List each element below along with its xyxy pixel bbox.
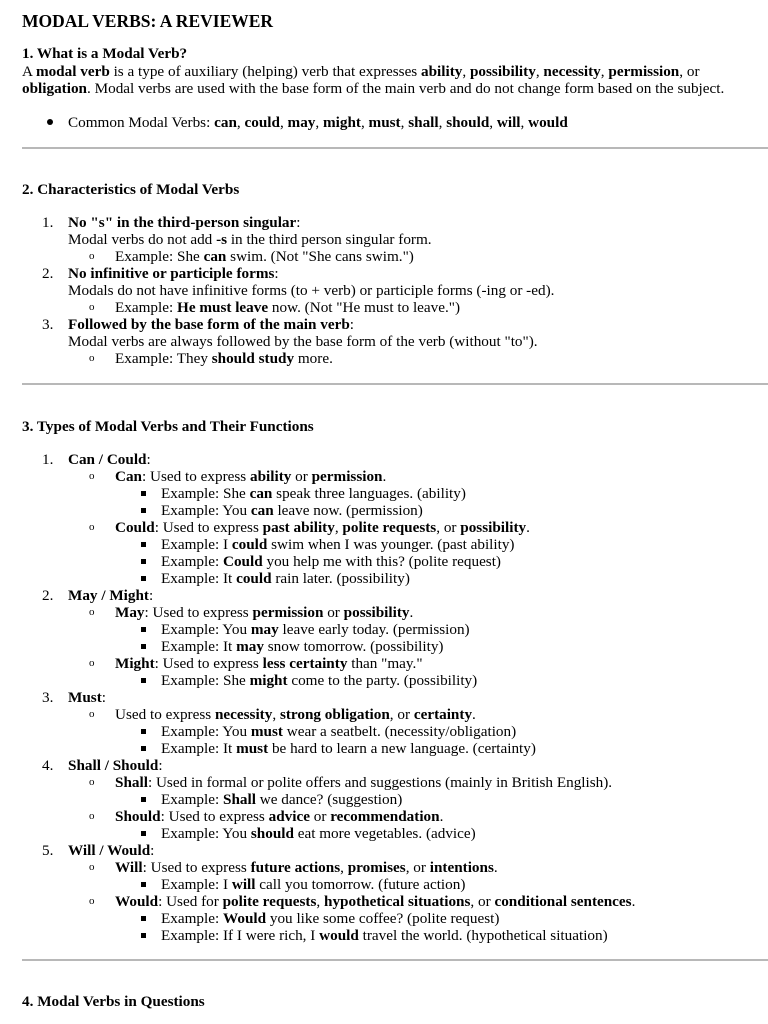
characteristic-desc xyxy=(22,282,760,299)
square-bullet xyxy=(141,746,146,751)
text-run: be hard to learn a new language. (certainty) xyxy=(268,740,536,757)
text-run: : Used to express xyxy=(160,808,269,825)
modal-usage xyxy=(22,893,760,910)
text-run: , or xyxy=(405,859,430,876)
bold-term: could xyxy=(244,114,280,131)
text-run: Example: If I were rich, I xyxy=(161,927,320,944)
bold-term: can xyxy=(249,485,273,502)
bold-term: can xyxy=(250,502,274,519)
circle-bullet: o xyxy=(89,521,95,533)
text-run: , xyxy=(334,519,343,536)
modal-usage xyxy=(22,655,760,672)
colon: : xyxy=(158,757,163,774)
bold-term: polite requests xyxy=(342,519,437,536)
text-run: Example: It xyxy=(161,638,237,655)
text-run: , or xyxy=(470,893,495,910)
bold-term: Could xyxy=(115,519,155,536)
bold-term: Would xyxy=(223,910,267,927)
text-run: Used to express xyxy=(115,706,215,723)
text-run: , xyxy=(535,63,544,80)
text-run: . xyxy=(493,859,498,876)
square-bullet xyxy=(141,559,146,564)
bold-term: ability xyxy=(421,63,463,80)
example-item xyxy=(22,621,760,638)
text-run: travel the world. (hypothetical situation) xyxy=(358,927,608,944)
characteristic-title: No infinitive or participle forms xyxy=(68,265,275,282)
colon: : xyxy=(150,842,155,859)
bold-term: might xyxy=(249,672,288,689)
bold-term: Will xyxy=(115,859,143,876)
bold-term: would xyxy=(319,927,359,944)
modal-usage xyxy=(22,604,760,621)
text-run: Example: You xyxy=(161,502,251,519)
text-run: . xyxy=(526,519,530,536)
bold-term: polite requests xyxy=(222,893,317,910)
text-run: : Used for xyxy=(158,893,223,910)
section-3-heading: 3. Types of Modal Verbs and Their Functions xyxy=(22,418,314,435)
common-modals-item xyxy=(22,114,760,131)
circle-bullet: o xyxy=(89,301,95,313)
colon: : xyxy=(349,316,355,333)
text-run: , xyxy=(600,63,609,80)
modal-group xyxy=(22,689,760,706)
text-run: : Used to express xyxy=(144,604,253,621)
text-run: Modal verbs do not add xyxy=(68,231,217,248)
text-run: Example: xyxy=(161,791,223,808)
text-run: Example: She xyxy=(161,485,250,502)
bold-term: necessity xyxy=(543,63,601,80)
square-bullet xyxy=(141,933,146,938)
square-bullet xyxy=(141,678,146,683)
document-title: MODAL VERBS: A REVIEWER xyxy=(22,11,274,31)
bold-term: Shall xyxy=(223,791,256,808)
bold-term: can xyxy=(214,114,237,131)
circle-bullet: o xyxy=(89,810,95,822)
modal-group xyxy=(22,842,760,859)
section-divider xyxy=(22,959,768,961)
text-run: . xyxy=(631,893,636,910)
bold-term: ability xyxy=(250,468,292,485)
text-run: Example: xyxy=(161,910,223,927)
bold-term: may xyxy=(250,621,279,638)
text-run: Example: xyxy=(161,553,223,570)
circle-bullet: o xyxy=(89,776,95,788)
circle-bullet: o xyxy=(89,606,95,618)
text-run: more. xyxy=(294,350,333,367)
bold-term: Shall xyxy=(115,774,148,791)
bold-term: permission xyxy=(608,63,680,80)
example-item xyxy=(22,791,760,808)
modal-usage xyxy=(22,774,760,791)
text-run: . xyxy=(472,706,476,723)
example-item xyxy=(22,536,760,553)
text-run: , xyxy=(316,893,324,910)
text-run: : Used to express xyxy=(142,859,251,876)
modal-group-title: Will / Would xyxy=(68,842,151,859)
example-item xyxy=(22,350,760,367)
text-run: speak three languages. (ability) xyxy=(272,485,466,502)
circle-bullet: o xyxy=(89,895,95,907)
section-2-list xyxy=(22,214,760,367)
list-number: 1. xyxy=(42,451,54,468)
circle-bullet: o xyxy=(89,250,95,262)
bold-term: recommendation xyxy=(330,808,440,825)
text-run: . xyxy=(439,808,444,825)
text-run: than "may." xyxy=(347,655,423,672)
bold-term: should xyxy=(446,114,490,131)
modal-group xyxy=(22,451,760,468)
bold-term: can xyxy=(203,248,227,265)
circle-bullet: o xyxy=(89,861,95,873)
square-bullet xyxy=(141,491,146,496)
text-run: swim when I was younger. (past ability) xyxy=(267,536,515,553)
text-run: , or xyxy=(436,519,461,536)
bold-term: must xyxy=(236,740,269,757)
colon: : xyxy=(274,265,279,282)
characteristic-item xyxy=(22,214,760,231)
example-item xyxy=(22,248,760,265)
colon: : xyxy=(296,214,301,231)
text-run: Example: You xyxy=(161,825,251,842)
text-run: : Used to express xyxy=(142,468,250,485)
text-run: swim. (Not "She cans swim.") xyxy=(226,248,414,265)
bold-term: will xyxy=(496,114,521,131)
text-run: Example: I xyxy=(161,536,232,553)
bold-term: permission xyxy=(252,604,324,621)
colon: : xyxy=(146,451,151,468)
text-run: now. (Not "He must to leave.") xyxy=(268,299,461,316)
bold-term: conditional sentences xyxy=(494,893,632,910)
bold-term: He must leave xyxy=(177,299,269,316)
bold-term: modal verb xyxy=(35,63,110,80)
bold-term: may xyxy=(236,638,264,655)
bold-term: permission xyxy=(311,468,383,485)
list-number: 4. xyxy=(42,757,54,774)
modal-group xyxy=(22,757,760,774)
section-1-list xyxy=(22,114,760,131)
common-modals-text xyxy=(68,114,568,131)
bold-term: must xyxy=(368,114,401,131)
section-2-heading: 2. Characteristics of Modal Verbs xyxy=(22,181,240,198)
modal-usage xyxy=(22,519,760,536)
example-item xyxy=(22,927,760,944)
square-bullet xyxy=(141,797,146,802)
text-run: Example: She xyxy=(115,248,204,265)
text-run: , xyxy=(340,859,348,876)
example-item xyxy=(22,740,760,757)
section-divider xyxy=(22,147,768,149)
text-run: you like some coffee? (polite request) xyxy=(266,910,500,927)
example-item xyxy=(22,723,760,740)
example-item xyxy=(22,570,760,587)
text-run: Example: I xyxy=(161,876,232,893)
bold-term: should xyxy=(250,825,294,842)
text-run: call you tomorrow. (future action) xyxy=(255,876,466,893)
text-run: snow tomorrow. (possibility) xyxy=(263,638,444,655)
bold-term: will xyxy=(231,876,256,893)
section-4-heading: 4. Modal Verbs in Questions xyxy=(22,993,205,1010)
text-run: we dance? (suggestion) xyxy=(255,791,403,808)
square-bullet xyxy=(141,882,146,887)
modal-usage xyxy=(22,706,760,723)
example-item xyxy=(22,485,760,502)
example-item xyxy=(22,638,760,655)
bold-term: shall xyxy=(408,114,439,131)
text-run: Modal verbs are always followed by the base form of the verb (without "to"). xyxy=(68,333,538,350)
bold-term: Might xyxy=(115,655,155,672)
example-item xyxy=(22,910,760,927)
text-run: rain later. (possibility) xyxy=(271,570,410,587)
bold-term: advice xyxy=(268,808,310,825)
bold-term: certainty xyxy=(413,706,473,723)
modal-group-title: Shall / Should xyxy=(68,757,159,774)
text-run: , xyxy=(272,706,280,723)
square-bullet xyxy=(141,916,146,921)
characteristic-item xyxy=(22,265,760,282)
section-1-intro xyxy=(22,63,760,97)
text-run: is a type of auxiliary (helping) verb that expresses xyxy=(109,63,422,80)
circle-bullet: o xyxy=(89,657,95,669)
colon: : xyxy=(101,689,106,706)
text-run: Modals do not have infinitive forms (to + verb) or participle forms (-ing or -ed). xyxy=(68,282,555,299)
example-item xyxy=(22,876,760,893)
bold-term: Should xyxy=(115,808,161,825)
section-1-heading: 1. What is a Modal Verb? xyxy=(22,45,188,62)
square-bullet xyxy=(141,831,146,836)
text-run: : Used in formal or polite offers and suggestions (mainly in British English). xyxy=(147,774,613,791)
bold-term: possibility xyxy=(469,63,536,80)
circle-bullet: o xyxy=(89,708,95,720)
text-run: leave now. (permission) xyxy=(273,502,423,519)
bold-term: may xyxy=(287,114,316,131)
text-run: or xyxy=(291,468,312,485)
bold-term: strong obligation xyxy=(279,706,390,723)
square-bullet xyxy=(141,508,146,513)
modal-usage xyxy=(22,468,760,485)
list-number: 2. xyxy=(42,587,54,604)
text-run: , xyxy=(438,114,447,131)
bold-term: -s xyxy=(216,231,228,248)
list-number: 1. xyxy=(42,214,54,231)
text-run: , xyxy=(360,114,369,131)
text-run: : Used to express xyxy=(154,655,263,672)
list-number: 2. xyxy=(42,265,54,282)
list-number: 3. xyxy=(42,689,54,706)
characteristic-item xyxy=(22,316,760,333)
modal-group xyxy=(22,587,760,604)
text-run: come to the party. (possibility) xyxy=(287,672,478,689)
square-bullet xyxy=(141,644,146,649)
square-bullet xyxy=(141,627,146,632)
text-run: , or xyxy=(679,63,700,80)
list-number: 3. xyxy=(42,316,54,333)
bold-term: must xyxy=(250,723,283,740)
text-run: eat more vegetables. (advice) xyxy=(293,825,476,842)
text-run: , xyxy=(315,114,323,131)
text-run: wear a seatbelt. (necessity/obligation) xyxy=(282,723,517,740)
characteristic-desc xyxy=(22,231,760,248)
text-run: , xyxy=(489,114,497,131)
text-run: . xyxy=(409,604,414,621)
text-run: A xyxy=(22,63,36,80)
text-run: . Modal verbs are used with the base form of the main verb and do not change form based on the subject. xyxy=(87,80,725,97)
text-run: . xyxy=(382,468,387,485)
section-3-list xyxy=(22,451,760,944)
characteristic-title: No "s" in the third-person singular xyxy=(68,214,297,231)
example-item xyxy=(22,825,760,842)
text-run: in the third person singular form. xyxy=(227,231,432,248)
bold-term: possibility xyxy=(343,604,410,621)
bold-term: might xyxy=(322,114,361,131)
text-run: or xyxy=(309,808,331,825)
text-run: leave early today. (permission) xyxy=(278,621,470,638)
example-item xyxy=(22,299,760,316)
text-run: , xyxy=(400,114,409,131)
bold-term: Can xyxy=(115,468,143,485)
text-run: Example: xyxy=(115,299,177,316)
text-run: or xyxy=(323,604,344,621)
bold-term: could xyxy=(231,536,268,553)
bold-term: less certainty xyxy=(262,655,348,672)
bold-term: future actions xyxy=(250,859,341,876)
modal-group-title: Can / Could xyxy=(68,451,147,468)
bold-term: intentions xyxy=(429,859,494,876)
bold-term: possibility xyxy=(460,519,527,536)
modal-usage xyxy=(22,859,760,876)
bold-term: Could xyxy=(223,553,263,570)
text-run: you help me with this? (polite request) xyxy=(262,553,501,570)
circle-bullet: o xyxy=(89,352,95,364)
bold-term: Would xyxy=(115,893,159,910)
modal-usage xyxy=(22,808,760,825)
example-item xyxy=(22,553,760,570)
text-run: , or xyxy=(389,706,414,723)
characteristic-title: Followed by the base form of the main verb xyxy=(68,316,350,333)
list-number: 5. xyxy=(42,842,54,859)
circle-bullet: o xyxy=(89,470,95,482)
colon: : xyxy=(149,587,154,604)
modal-group-title: Must xyxy=(68,689,102,706)
section-divider xyxy=(22,383,768,385)
square-bullet xyxy=(141,542,146,547)
text-run: Example: She xyxy=(161,672,250,689)
bold-term: would xyxy=(528,114,568,131)
bold-term: past ability xyxy=(262,519,335,536)
text-run: , xyxy=(236,114,245,131)
text-run: Example: You xyxy=(161,723,251,740)
example-item xyxy=(22,502,760,519)
text-run: , xyxy=(462,63,470,80)
square-bullet xyxy=(141,576,146,581)
bold-term: promises xyxy=(347,859,406,876)
text-run: Example: They xyxy=(115,350,212,367)
bold-term: May xyxy=(115,604,145,621)
bold-term: necessity xyxy=(214,706,273,723)
bold-term: obligation xyxy=(22,80,87,97)
square-bullet xyxy=(141,729,146,734)
text-run: Example: You xyxy=(161,621,251,638)
text-run: : Used to express xyxy=(154,519,263,536)
characteristic-desc xyxy=(22,333,760,350)
bold-term: hypothetical situations xyxy=(324,893,471,910)
text-run: Common Modal Verbs: xyxy=(68,114,215,131)
bold-term: could xyxy=(236,570,272,587)
modal-group-title: May / Might xyxy=(68,587,149,604)
example-item xyxy=(22,672,760,689)
text-run: , xyxy=(520,114,529,131)
bullet-dot xyxy=(47,119,53,125)
text-run: , xyxy=(279,114,288,131)
text-run: Example: It xyxy=(161,570,237,587)
bold-term: should study xyxy=(211,350,295,367)
text-run: Example: It xyxy=(161,740,237,757)
